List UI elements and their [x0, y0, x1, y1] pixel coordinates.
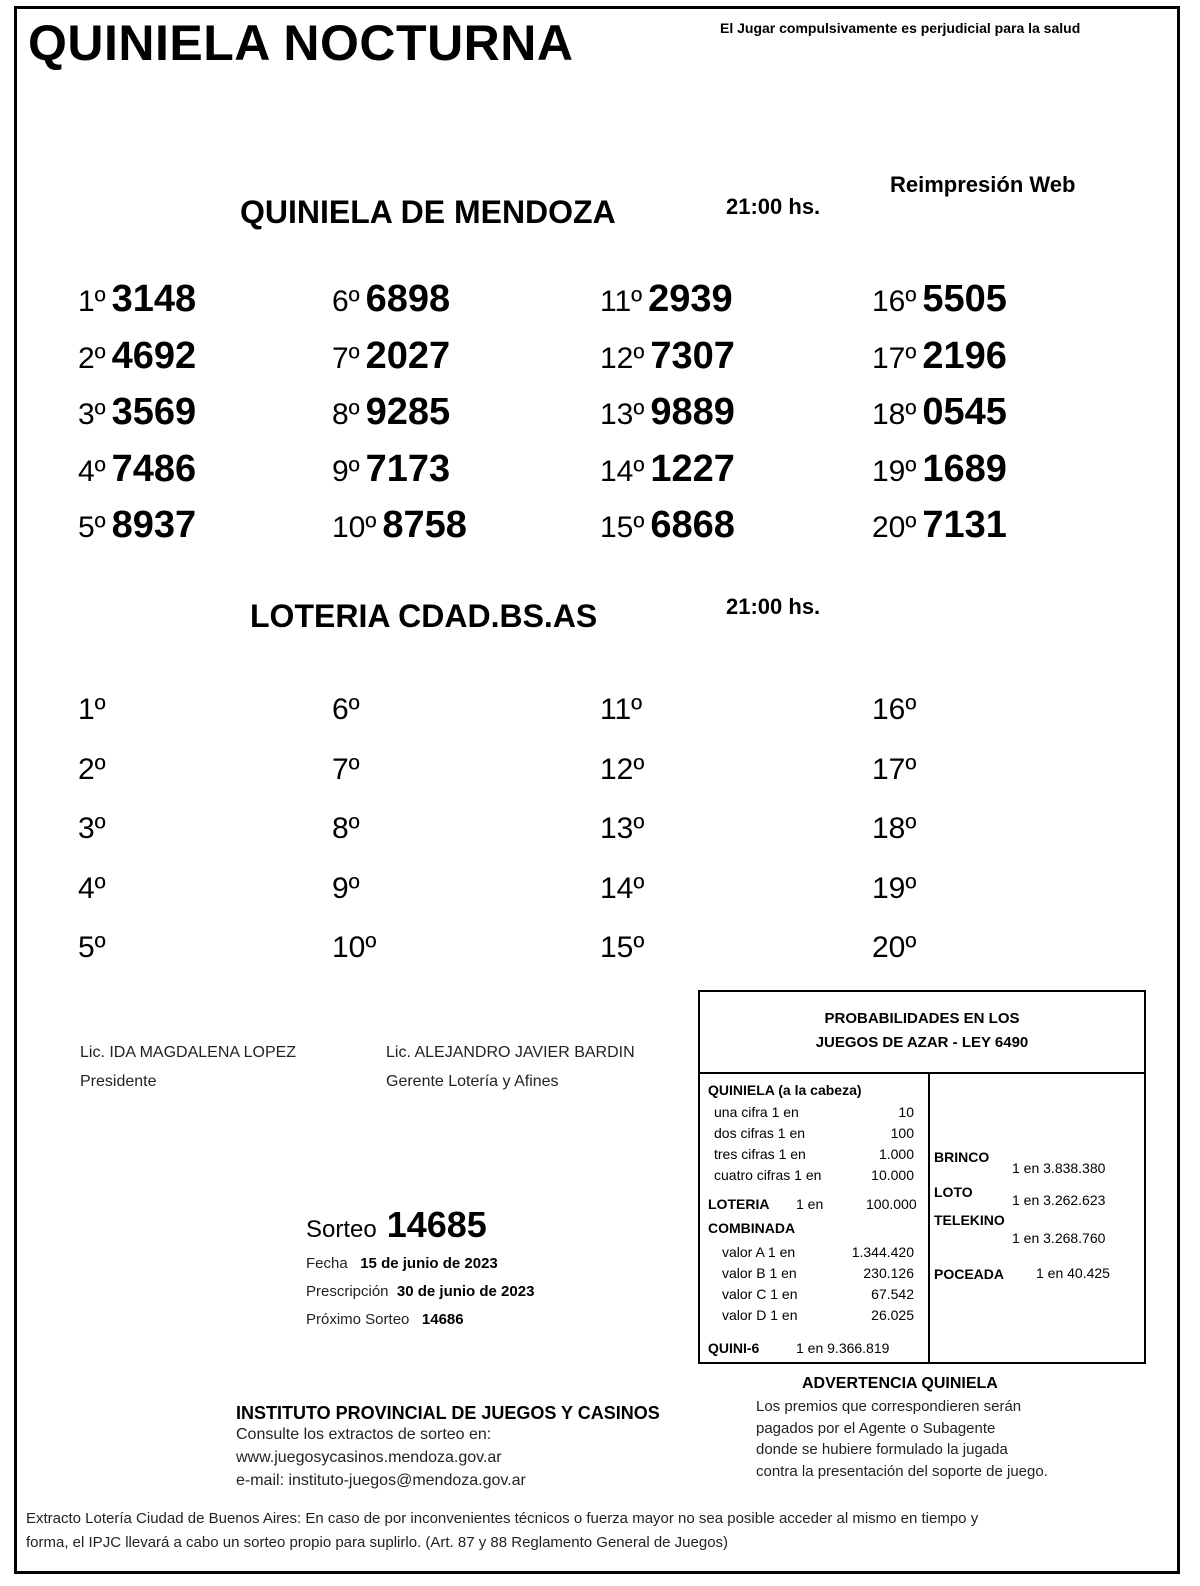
mendoza-result-15: [600, 506, 735, 544]
institute-email[interactable]: e-mail: instituto-juegos@mendoza.gov.ar: [236, 1472, 526, 1489]
fecha-label: Fecha: [306, 1255, 348, 1272]
combinada-prob-row-value: 67.542: [871, 1286, 914, 1302]
sorteo-line: [306, 1204, 487, 1246]
mendoza-number: 6898: [365, 278, 451, 320]
probabilities-column-divider: [928, 1072, 930, 1362]
loteria-result-15: [600, 926, 650, 964]
loto-prob-value: 1 en 3.262.623: [1012, 1192, 1106, 1208]
loteria-ordinal: 10º: [332, 931, 377, 964]
loteria-ordinal: 16º: [872, 693, 917, 726]
loteria-ordinal: 4º: [78, 871, 106, 905]
mendoza-number: 7131: [922, 504, 1007, 546]
combinada-prob-row-value: 26.025: [871, 1307, 914, 1323]
brinco-prob-label: BRINCO: [934, 1149, 990, 1165]
mendoza-result-7: [332, 334, 451, 377]
signature-left-role: Presidente: [80, 1073, 157, 1090]
mendoza-result-3: [78, 393, 196, 431]
signature-right-name: Lic. ALEJANDRO JAVIER BARDIN: [386, 1044, 635, 1061]
mendoza-ordinal: 8º: [332, 398, 360, 431]
gambling-warning: El Jugar compulsivamente es perjudicial para la salud: [720, 20, 1081, 36]
mendoza-number: 2939: [648, 278, 733, 320]
loto-prob-label: LOTO: [934, 1184, 973, 1200]
poceada-prob-label: POCEADA: [934, 1266, 1005, 1282]
quiniela-prob-row-label: tres cifras 1 en: [714, 1146, 806, 1162]
fecha-line: [306, 1255, 498, 1272]
mendoza-number: 8937: [111, 504, 197, 546]
mendoza-result-14: [600, 447, 735, 490]
quiniela-prob-title: QUINIELA (a la cabeza): [708, 1082, 862, 1098]
mendoza-result-9: [332, 447, 451, 490]
mendoza-ordinal: 19º: [872, 454, 917, 488]
loteria-result-6: [332, 688, 366, 726]
loteria-result-2: [78, 748, 112, 786]
mendoza-number: 9285: [365, 391, 451, 433]
quiniela-prob-row-label: cuatro cifras 1 en: [714, 1167, 822, 1183]
loteria-result-3: [78, 807, 112, 845]
advertencia-title: ADVERTENCIA QUINIELA: [802, 1375, 998, 1392]
mendoza-number: 2196: [922, 334, 1007, 377]
proximo-line: [306, 1311, 464, 1328]
mendoza-result-18: [872, 393, 1007, 431]
mendoza-ordinal: 2º: [78, 341, 106, 375]
mendoza-result-10: [332, 506, 467, 544]
mendoza-ordinal: 13º: [600, 398, 645, 431]
mendoza-number: 4692: [111, 334, 197, 377]
mendoza-number: 7173: [365, 447, 451, 490]
mendoza-number: 7486: [111, 447, 197, 490]
brinco-prob-value: 1 en 3.838.380: [1012, 1160, 1106, 1176]
loteria-title: LOTERIA CDAD.BS.AS: [250, 598, 598, 634]
mendoza-ordinal: 17º: [872, 341, 917, 375]
mendoza-ordinal: 7º: [332, 341, 360, 375]
quiniela-prob-row-value: 10: [898, 1104, 914, 1120]
quini6-prob-label: QUINI-6: [708, 1340, 760, 1356]
mendoza-number: 9889: [650, 391, 735, 433]
mendoza-result-4: [78, 447, 197, 490]
sorteo-number: 14685: [386, 1204, 487, 1245]
loteria-result-19: [872, 867, 922, 905]
loteria-result-16: [872, 688, 922, 726]
loteria-ordinal: 8º: [332, 812, 360, 845]
mendoza-result-12: [600, 334, 735, 377]
mendoza-number: 6868: [650, 504, 735, 546]
loteria-time: 21:00 hs.: [726, 594, 821, 619]
footer-line-2: forma, el IPJC llevará a cabo un sorteo propio para suplirlo. (Art. 87 y 88 Reglamento General de Juegos): [26, 1534, 729, 1551]
mendoza-number: 0545: [922, 391, 1007, 433]
mendoza-ordinal: 20º: [872, 511, 917, 544]
institute-website[interactable]: www.juegosycasinos.mendoza.gov.ar: [236, 1449, 502, 1466]
loteria-ordinal: 14º: [600, 871, 645, 905]
advertencia-line: Los premios que correspondieren serán: [756, 1398, 1022, 1415]
mendoza-ordinal: 18º: [872, 398, 917, 431]
mendoza-result-8: [332, 393, 450, 431]
mendoza-result-17: [872, 334, 1007, 377]
loteria-result-8: [332, 807, 366, 845]
mendoza-ordinal: 16º: [872, 285, 917, 318]
mendoza-result-2: [78, 334, 197, 377]
loteria-ordinal: 6º: [332, 693, 360, 726]
loteria-ordinal: 13º: [600, 812, 645, 845]
poceada-prob-value: 1 en 40.425: [1036, 1265, 1110, 1281]
quiniela-prob-row-label: dos cifras 1 en: [714, 1125, 806, 1141]
quiniela-prob-row-value: 1.000: [878, 1146, 914, 1162]
loteria-ordinal: 7º: [332, 752, 360, 786]
loteria-ordinal: 5º: [78, 931, 106, 964]
quiniela-prob-row-value: 10.000: [871, 1167, 914, 1183]
prescripcion-line: [306, 1283, 534, 1300]
prescripcion-value: 30 de junio de 2023: [396, 1283, 535, 1300]
mendoza-result-13: [600, 393, 735, 431]
mendoza-number: 2027: [365, 334, 451, 377]
loteria-result-13: [600, 807, 650, 845]
combinada-prob-row-label: valor C 1 en: [722, 1286, 798, 1302]
mendoza-result-6: [332, 280, 450, 318]
loteria-ordinal: 20º: [872, 931, 917, 964]
mendoza-time: 21:00 hs.: [726, 194, 821, 219]
combinada-prob-row-label: valor D 1 en: [722, 1307, 798, 1323]
prescripcion-label: Prescripción: [306, 1283, 389, 1300]
loteria-ordinal: 9º: [332, 871, 360, 905]
loteria-result-5: [78, 926, 112, 964]
telekino-prob-label: TELEKINO: [934, 1212, 1005, 1228]
loteria-result-20: [872, 926, 922, 964]
fecha-value: 15 de junio de 2023: [360, 1255, 498, 1272]
loteria-ordinal: 3º: [78, 812, 106, 845]
loteria-result-4: [78, 867, 112, 905]
proximo-label: Próximo Sorteo: [306, 1311, 410, 1328]
loteria-result-11: [600, 688, 648, 726]
loteria-ordinal: 19º: [872, 871, 917, 905]
loteria-prob-en: 1 en: [796, 1196, 824, 1212]
advertencia-line: donde se hubiere formulado la jugada: [756, 1441, 1008, 1458]
proximo-value: 14686: [421, 1311, 464, 1328]
mendoza-ordinal: 15º: [600, 511, 645, 544]
mendoza-result-1: [78, 280, 196, 318]
loteria-result-18: [872, 807, 922, 845]
loteria-result-10: [332, 926, 382, 964]
mendoza-number: 7307: [650, 334, 735, 377]
mendoza-number: 1227: [650, 447, 735, 490]
page-title: QUINIELA NOCTURNA: [28, 15, 574, 71]
advertencia-line: contra la presentación del soporte de juego.: [756, 1462, 1048, 1480]
loteria-result-1: [78, 688, 112, 726]
mendoza-result-5: [78, 506, 196, 544]
mendoza-number: 3148: [111, 278, 197, 320]
loteria-prob-value: 100.000: [866, 1196, 917, 1212]
loteria-prob-label: LOTERIA: [708, 1196, 770, 1212]
loteria-result-14: [600, 867, 650, 905]
loteria-ordinal: 17º: [872, 752, 917, 786]
institute-consult: Consulte los extractos de sorteo en:: [236, 1426, 492, 1443]
mendoza-ordinal: 10º: [332, 511, 377, 544]
quiniela-prob-row-value: 100: [890, 1125, 914, 1141]
combinada-prob-row-label: valor A 1 en: [722, 1244, 796, 1260]
loteria-result-7: [332, 748, 366, 786]
mendoza-result-16: [872, 280, 1007, 318]
loteria-result-9: [332, 867, 366, 905]
probabilities-box: [698, 990, 1146, 1364]
loteria-ordinal: 12º: [600, 752, 645, 786]
mendoza-result-20: [872, 506, 1007, 544]
combinada-prob-row-label: valor B 1 en: [722, 1265, 797, 1281]
probabilities-title-1: PROBABILIDADES EN LOS: [824, 1010, 1020, 1027]
loteria-result-12: [600, 748, 650, 786]
loteria-ordinal: 2º: [78, 752, 106, 786]
advertencia-line: pagados por el Agente o Subagente: [756, 1419, 996, 1437]
probabilities-divider: [700, 1072, 1144, 1074]
footer-line-1: Extracto Lotería Ciudad de Buenos Aires: En caso de por inconvenientes técnicos o fuerza mayor no sea posible acceder al mismo en tiempo y: [26, 1510, 979, 1527]
mendoza-ordinal: 14º: [600, 454, 645, 488]
mendoza-ordinal: 6º: [332, 285, 360, 318]
telekino-prob-value: 1 en 3.268.760: [1012, 1230, 1106, 1246]
signature-right-role: Gerente Lotería y Afines: [386, 1073, 559, 1090]
mendoza-ordinal: 1º: [78, 285, 106, 318]
mendoza-title: QUINIELA DE MENDOZA: [240, 194, 616, 230]
mendoza-number: 3569: [111, 391, 197, 433]
mendoza-number: 1689: [922, 447, 1007, 490]
mendoza-number: 8758: [382, 504, 467, 546]
mendoza-ordinal: 9º: [332, 454, 360, 488]
loteria-ordinal: 11º: [600, 693, 643, 726]
mendoza-ordinal: 11º: [600, 285, 643, 318]
loteria-ordinal: 1º: [78, 693, 106, 726]
mendoza-number: 5505: [922, 278, 1007, 320]
combinada-prob-title: COMBINADA: [708, 1220, 796, 1236]
mendoza-ordinal: 4º: [78, 454, 106, 488]
reprint-label: Reimpresión Web: [890, 172, 1076, 197]
loteria-ordinal: 18º: [872, 812, 917, 845]
mendoza-ordinal: 3º: [78, 398, 106, 431]
combinada-prob-row-value: 230.126: [863, 1265, 914, 1281]
signature-left-name: Lic. IDA MAGDALENA LOPEZ: [80, 1044, 297, 1061]
sorteo-label: Sorteo: [306, 1216, 377, 1243]
mendoza-ordinal: 12º: [600, 341, 645, 375]
loteria-result-17: [872, 748, 922, 786]
probabilities-title-2: JUEGOS DE AZAR - LEY 6490: [815, 1034, 1029, 1051]
mendoza-result-11: [600, 280, 733, 318]
institute-name: INSTITUTO PROVINCIAL DE JUEGOS Y CASINOS: [236, 1403, 660, 1423]
quini6-prob-value: 1 en 9.366.819: [796, 1340, 890, 1356]
mendoza-ordinal: 5º: [78, 511, 106, 544]
combinada-prob-row-value: 1.344.420: [851, 1244, 914, 1260]
mendoza-result-19: [872, 447, 1007, 490]
loteria-ordinal: 15º: [600, 931, 645, 964]
quiniela-prob-row-label: una cifra 1 en: [714, 1104, 799, 1120]
